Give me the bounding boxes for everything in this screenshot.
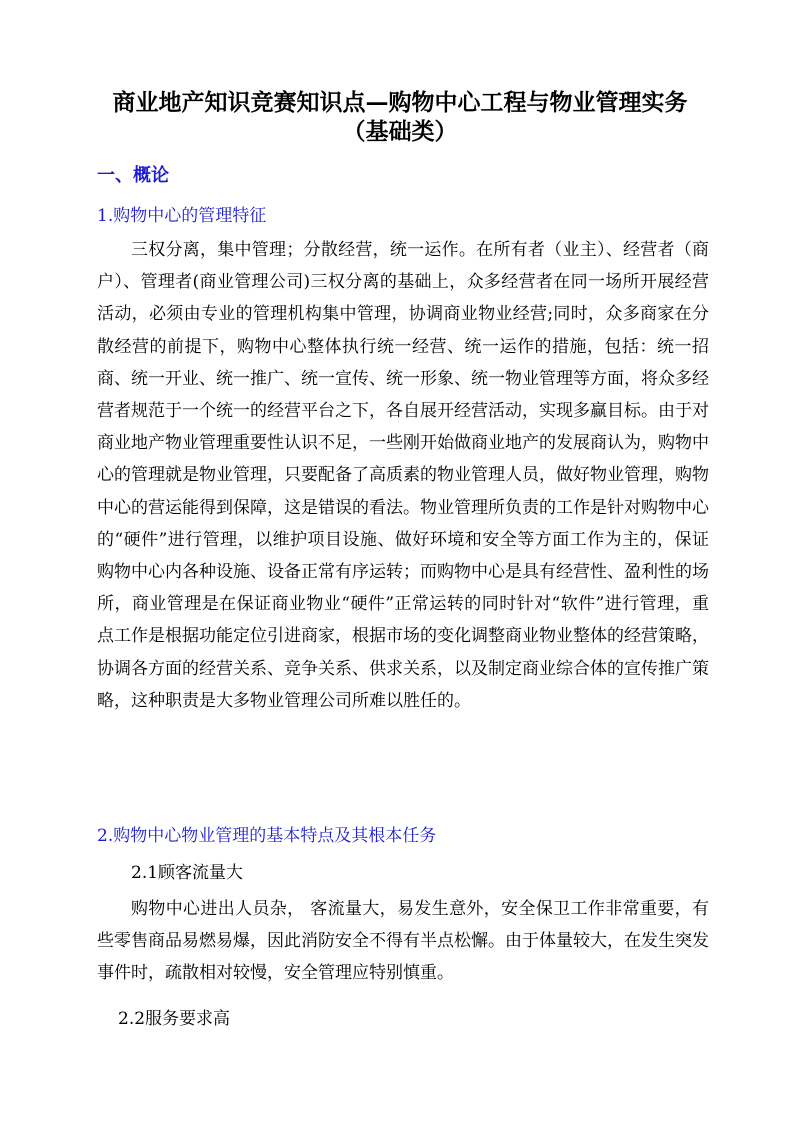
- document-title: 商业地产知识竞赛知识点—购物中心工程与物业管理实务: [112, 89, 688, 116]
- subsection-heading-management-features: 1.购物中心的管理特征: [97, 206, 267, 226]
- item-heading-customer-flow: 2.1顾客流量大: [131, 863, 244, 883]
- item-heading-service-requirements: 2.2服务要求高: [118, 1009, 231, 1029]
- paragraph-customer-flow: 购物中心进出人员杂， 客流量大，易发生意外，安全保卫工作非常重要，有些零售商品易燃易爆，因此消防安全不得有半点松懈。由于体量较大，在发生突发事件时，疏散相对较慢，安全管理应特别慎重。: [97, 899, 709, 984]
- section-heading-overview: 一、概论: [97, 165, 169, 186]
- subsection-heading-property-basics: 2.购物中心物业管理的基本特点及其根本任务: [97, 826, 437, 846]
- paragraph-management-features: 三权分离，集中管理；分散经营，统一运作。在所有者（业主）、经营者（商户）、管理者(商业管理公司)三权分离的基础上，众多经营者在同一场所开展经营活动，必须由专业的管理机构集中管理，协调商业物业经营;同时，众多商家在分散经营的前提下，购物中心整体执行统一经营、统一运作的措施，包括：统一招商、统一开业、统一推广、统一宣传、统一形象、统一物业管理等方面，将众多经营者规范于一个统一的经营平台之下，各自展开经营活动，实现多赢目标。由于对商业地产物业管理重要性认识不足，一些刚开始做商业地产的发展商认为，购物中心的管理就是物业管理，只要配备了高质素的物业管理人员，做好物业管理，购物中心的营运能得到保障，这是错误的看法。物业管理所负责的工作是针对购物中心的“硬件”进行管理，以维护项目设施、做好环境和安全等方面工作为主的，保证购物中心内各种设施、设备正常有序运转；而购物中心是具有经营性、盈利性的场所，商业管理是在保证商业物业“硬件”正常运转的同时针对“软件”进行管理，重点工作是根据功能定位引进商家，根据市场的变化调整商业物业整体的经营策略，协调各方面的经营关系、竞争关系、供求关系，以及制定商业综合体的宣传推广策略，这种职责是大多物业管理公司所难以胜任的。: [97, 240, 709, 711]
- document-subtitle: （基础类）: [342, 118, 458, 145]
